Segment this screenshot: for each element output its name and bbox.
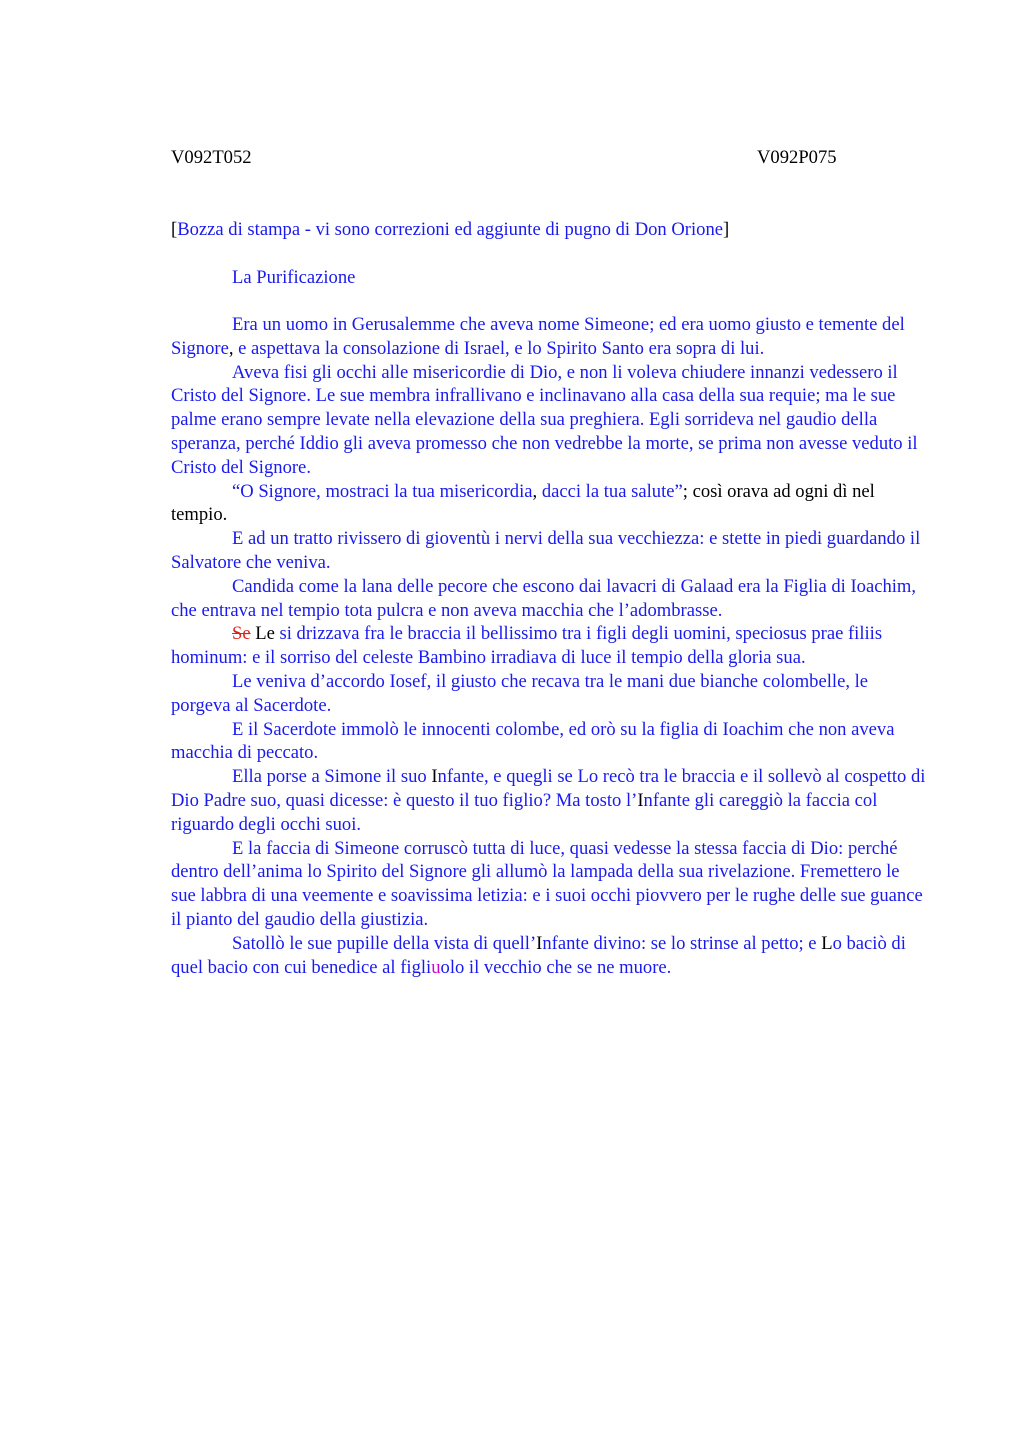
handwritten-insertion: Le: [250, 623, 275, 645]
paragraph-3: [171, 480, 926, 528]
paragraph-9: [171, 765, 926, 836]
editorial-note: [171, 218, 931, 242]
text-run: Le veniva d’accordo Iosef, il giusto che recava tra le mani due bianche colombelle, le porgeva al Sacerdote.: [171, 670, 869, 716]
document-code-left: V092T052: [171, 147, 252, 168]
text-run: si drizzava fra le braccia il bellissimo tra i figli degli uomini, speciosus prae filiis hominum: e il sorriso del celeste Bambino irradiava di luce il tempio della gloria sua.: [171, 623, 883, 669]
text-run: I: [536, 932, 543, 954]
text-run: Candida come la lana delle pecore che escono dai lavacri di Galaad era la Figlia di Ioachim, che entrava nel tempio tota pulcra e non aveva macchia che l’adombrasse.: [171, 575, 917, 621]
note-close-bracket: ]: [723, 219, 730, 240]
text-run: dacci la tua salute”: [541, 480, 683, 502]
text-run: nfante divino: se lo strinse al petto; e: [542, 932, 822, 954]
text-run: E ad un tratto rivissero di gioventù i nervi della sua vecchiezza: e stette in piedi guardando il Salvatore che veniva.: [171, 528, 921, 573]
text-run: nfante, e quegli se Lo recò tra le braccia e il sollevò al cospetto di Dio Padre suo, quasi dicesse: è questo il tuo figlio? Ma tosto l’: [171, 766, 926, 811]
text-run: L: [821, 932, 833, 954]
text-run: olo il vecchio che se ne muore.: [440, 956, 672, 978]
paragraph-1: [171, 313, 926, 361]
text-run: ,: [532, 480, 542, 502]
text-run: Satollò le sue pupille della vista di quell’: [232, 932, 537, 954]
paragraph-2: [171, 361, 926, 480]
paragraph-8: [171, 718, 926, 766]
paragraph-10: [171, 837, 926, 932]
paragraph-4: [171, 527, 926, 575]
text-run: I: [637, 789, 644, 811]
paragraph-11: [171, 932, 926, 980]
text-run: ,: [228, 337, 239, 359]
page-title: La Purificazione: [232, 267, 356, 288]
paragraph-5: [171, 575, 926, 623]
text-run: E la faccia di Simeone corruscò tutta di luce, quasi vedesse la stessa faccia di Dio: perché dentro dell’anima lo Spirito del Signore gli allumò la lampada della sua rivelazione. Fremettero le sue labbra di una veemente e soavissima letizia: e i suoi occhi piovvero per le rughe delle sue guance il pianto del gaudio della giustizia.: [171, 837, 923, 930]
text-run: I: [431, 766, 438, 788]
document-code-right: V092P075: [757, 147, 837, 168]
note-text: Bozza di stampa - vi sono correzioni ed aggiunte di pugno di Don Orione: [177, 219, 724, 240]
struck-correction: Se: [232, 623, 251, 645]
text-run: E il Sacerdote immolò le innocenti colombe, ed orò su la figlia di Ioachim che non aveva macchia di peccato.: [171, 718, 895, 764]
text-run: e aspettava la consolazione di Israel, e lo Spirito Santo era sopra di lui.: [238, 337, 765, 359]
text-run: Aveva fisi gli occhi alle misericordie di Dio, e non li voleva chiudere innanzi vedessero il Cristo del Signore. Le sue membra infrallivano e inclinavano alla casa della sua requie; ma le sue palme erano sempre levate nella elevazione della sua preghiera. Egli sorrideva nel gaudio della speranza, perché Iddio gli aveva promesso che non vedrebbe la morte, se prima non avesse veduto il Cristo del Signore.: [171, 361, 918, 478]
paragraph-6: [171, 622, 926, 670]
text-run: Era un uomo in Gerusalemme che aveva nome Simeone; ed era uomo giusto e temente del Signore: [171, 314, 905, 359]
text-run: “O Signore, mostraci la tua misericordia: [232, 480, 533, 502]
body-text: [171, 313, 926, 979]
text-run: ; così orava ad ogni dì nel tempio.: [171, 480, 875, 526]
text-run: Ella porse a Simone il suo: [232, 766, 432, 788]
text-run: nfante gli careggiò la faccia col riguardo degli occhi suoi.: [171, 789, 878, 835]
text-run: o baciò di quel bacio con cui benedice al figli: [171, 932, 906, 978]
text-run: u: [431, 956, 441, 978]
note-open-bracket: [: [171, 219, 178, 240]
paragraph-7: [171, 670, 926, 718]
